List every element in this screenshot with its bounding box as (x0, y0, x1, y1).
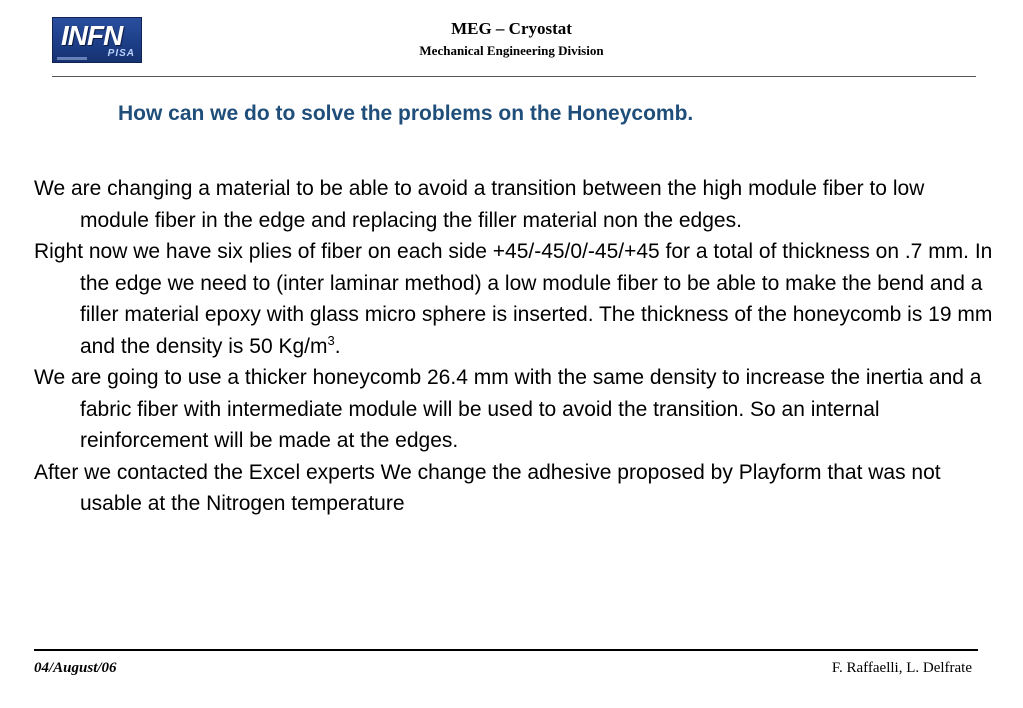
header-divider (52, 76, 976, 77)
header-title: MEG – Cryostat (451, 19, 572, 38)
body-paragraph (34, 457, 994, 520)
paragraph-text: We are going to use a thicker honeycomb 26.4 mm with the same density to increase the inertia and a fabric fiber with intermediate module will be used to avoid the transition. So an internal reinforcement will be made at the edges. (34, 366, 982, 452)
paragraph-end: . (334, 334, 341, 358)
paragraph-text: After we contacted the Excel experts We change the adhesive proposed by Playform that was not usable at the Nitrogen temperature (34, 460, 941, 515)
slide-heading: How can we do to solve the problems on the Honeycomb. (118, 102, 694, 125)
paragraph-text: We are changing a material to be able to avoid a transition between the high module fiber to low module fiber in the edge and replacing the filler material non the edges. (34, 177, 925, 232)
header-subtitle: Mechanical Engineering Division (419, 43, 604, 58)
slide-body (34, 173, 994, 520)
paragraph-text: Right now we have six plies of fiber on each side +45/-45/0/-45/+45 for a total of thickness on .7 mm. In the edge we need to (inter laminar method) a low module fiber to be able to make the bend and a filler material epoxy with glass micro sphere is inserted. The thickness of the honeycomb is 19 mm and the density is 50 Kg/m (34, 240, 993, 358)
footer-divider (34, 649, 978, 651)
footer-authors: F. Raffaelli, L. Delfrate (831, 660, 972, 676)
body-paragraph (34, 236, 994, 362)
body-paragraph (34, 362, 994, 457)
footer-date: 04/August/06 (34, 660, 117, 676)
logo-main-text: INFN (61, 20, 123, 51)
density-exponent: 3 (327, 332, 335, 348)
logo-sub-text: PISA (107, 48, 135, 59)
body-paragraph (34, 173, 994, 236)
